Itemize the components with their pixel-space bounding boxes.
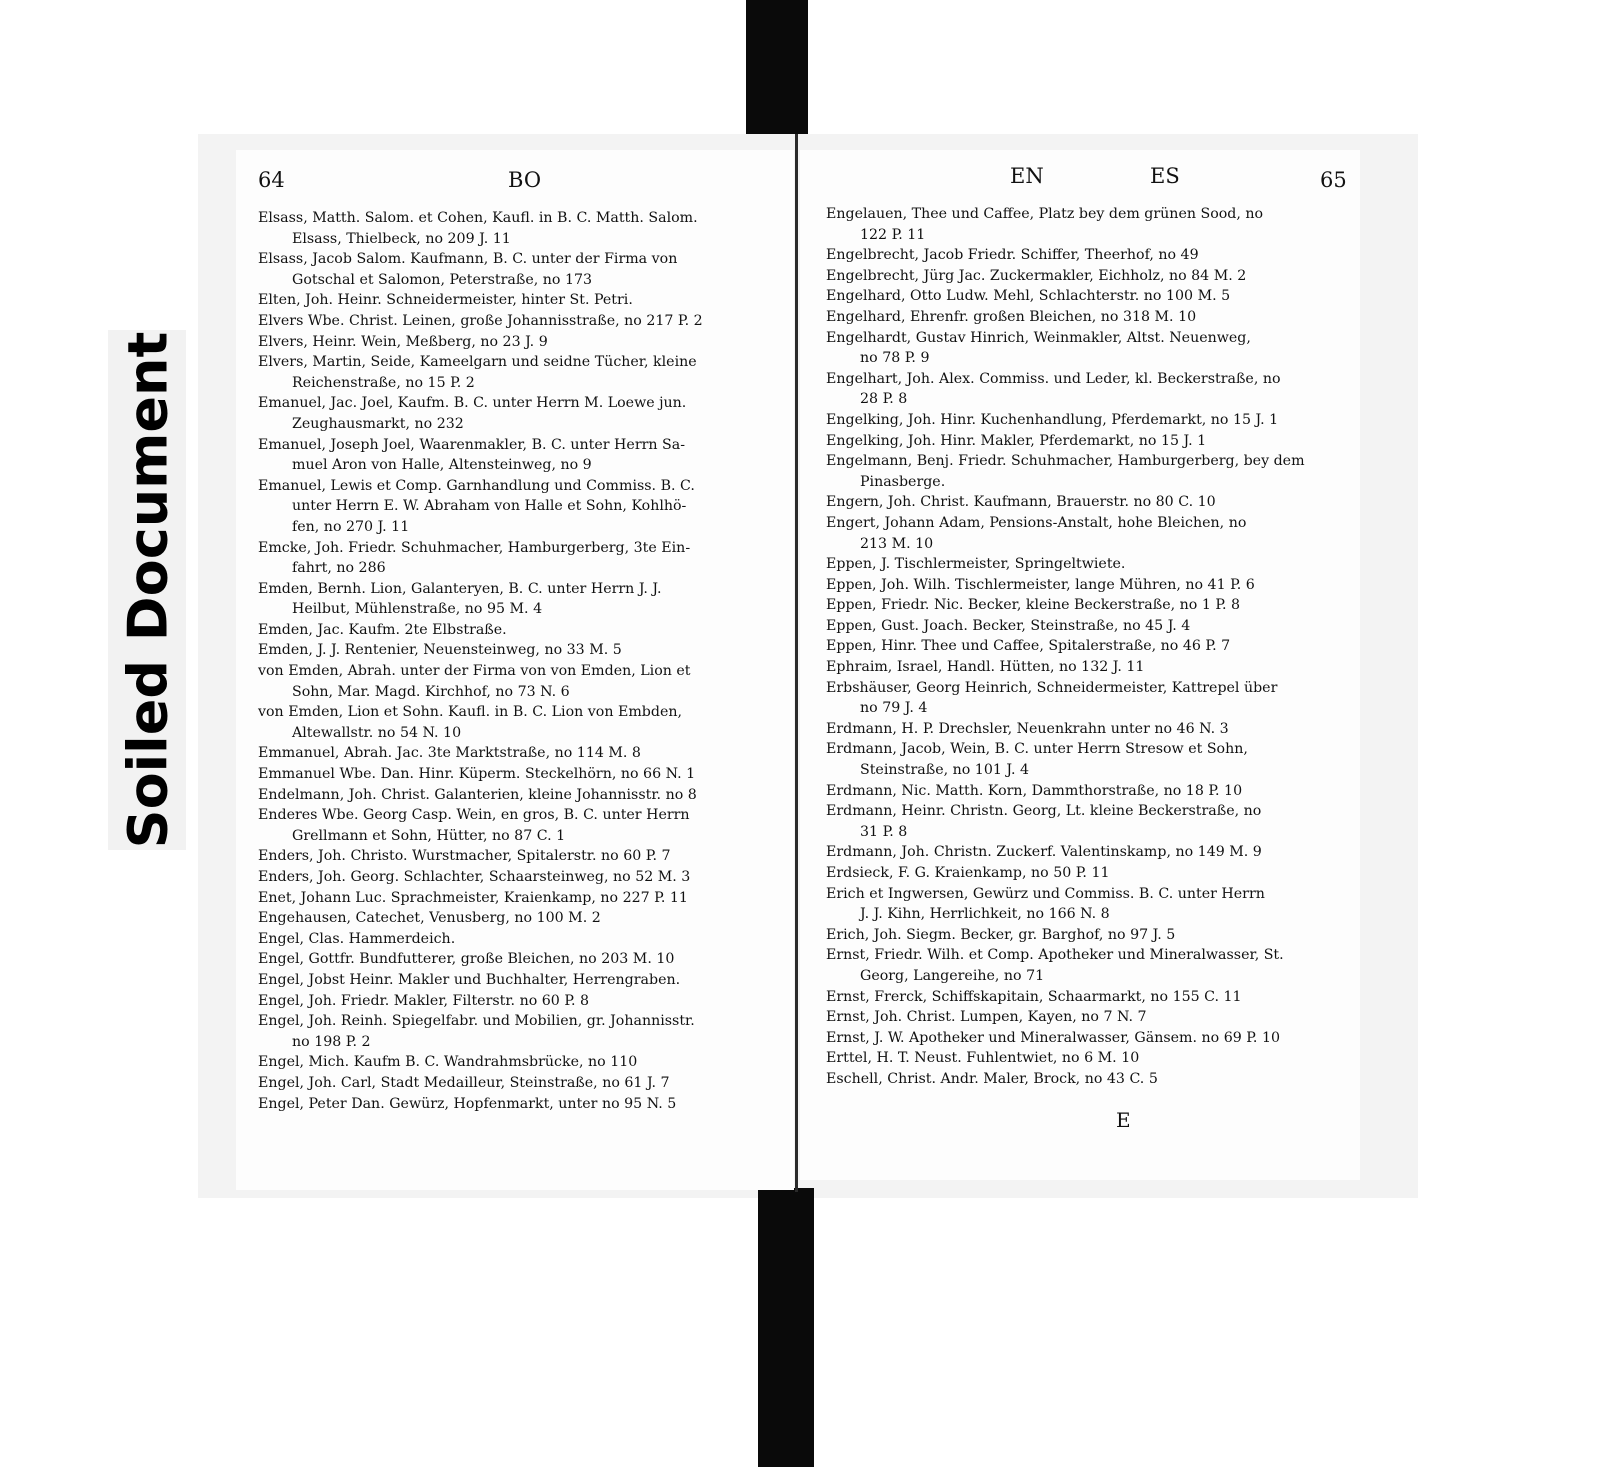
entry-line: Elvers, Heinr. Wein, Meßberg, no 23 J. 9 bbox=[258, 333, 548, 350]
entry-line: Engel, Jobst Heinr. Makler und Buchhalter, Herrengraben. bbox=[258, 971, 681, 988]
entry-line: Emcke, Joh. Friedr. Schuhmacher, Hamburgerberg, 3te Ein- bbox=[258, 539, 691, 556]
entry-continuation-line: unter Herrn E. W. Abraham von Halle et Sohn, Kohlhö- bbox=[292, 498, 687, 515]
directory-entry bbox=[826, 657, 1360, 678]
entry-line: Eppen, J. Tischlermeister, Springeltwiete. bbox=[826, 556, 1126, 573]
entry-line: Engelking, Joh. Hinr. Makler, Pferdemarkt, no 15 J. 1 bbox=[826, 432, 1207, 449]
entry-line: Enders, Joh. Christo. Wurstmacher, Spitalerstr. no 60 P. 7 bbox=[258, 848, 671, 865]
entry-line: Engel, Mich. Kaufm B. C. Wandrahmsbrücke, no 110 bbox=[258, 1054, 638, 1071]
entry-line: Elsass, Jacob Salom. Kaufmann, B. C. unter der Firma von bbox=[258, 251, 678, 268]
directory-entry bbox=[258, 538, 790, 579]
entry-line: Erich et Ingwersen, Gewürz und Commiss. B. C. unter Herrn bbox=[826, 885, 1265, 902]
directory-entry bbox=[826, 369, 1360, 410]
entry-continuation-line: Pinasberge. bbox=[860, 473, 946, 490]
left-page bbox=[236, 150, 794, 1190]
directory-entry bbox=[258, 393, 790, 434]
directory-entry bbox=[826, 719, 1360, 740]
directory-entry bbox=[826, 616, 1360, 637]
entry-continuation-line: Zeughausmarkt, no 232 bbox=[292, 415, 464, 432]
directory-entry bbox=[258, 970, 790, 991]
entry-line: Erich, Joh. Siegm. Becker, gr. Barghof, no 97 J. 5 bbox=[826, 926, 1176, 943]
directory-entry bbox=[258, 949, 790, 970]
page-number: 64 bbox=[258, 168, 285, 192]
directory-entry bbox=[258, 476, 790, 538]
entry-line: Erdmann, Jacob, Wein, B. C. unter Herrn Stresow et Sohn, bbox=[826, 741, 1248, 758]
directory-entry bbox=[826, 266, 1360, 287]
directory-entry bbox=[826, 863, 1360, 884]
entry-line: Elsass, Matth. Salom. et Cohen, Kaufl. in B. C. Matth. Salom. bbox=[258, 210, 698, 226]
directory-entry bbox=[826, 842, 1360, 863]
directory-entry bbox=[826, 554, 1360, 575]
entry-line: Ernst, J. W. Apotheker und Mineralwasser, Gänsem. no 69 P. 10 bbox=[826, 1029, 1281, 1046]
right-page-header bbox=[826, 154, 1360, 204]
entry-line: Eppen, Hinr. Thee und Caffee, Spitalerstraße, no 46 P. 7 bbox=[826, 638, 1231, 655]
entry-continuation-line: muel Aron von Halle, Altensteinweg, no 9 bbox=[292, 457, 592, 474]
entry-continuation-line: 31 P. 8 bbox=[860, 823, 908, 840]
binding-strip-top bbox=[746, 0, 808, 134]
entry-line: Emanuel, Lewis et Comp. Garnhandlung und Commiss. B. C. bbox=[258, 477, 695, 494]
directory-entries bbox=[826, 204, 1360, 1090]
entry-line: Eppen, Joh. Wilh. Tischlermeister, lange Mühren, no 41 P. 6 bbox=[826, 576, 1255, 593]
directory-entry bbox=[826, 451, 1360, 492]
directory-entry bbox=[258, 661, 790, 702]
entry-line: Eppen, Gust. Joach. Becker, Steinstraße, no 45 J. 4 bbox=[826, 617, 1191, 634]
entry-continuation-line: Steinstraße, no 101 J. 4 bbox=[860, 762, 1030, 779]
directory-entry bbox=[258, 1094, 790, 1115]
entry-line: Engel, Gottfr. Bundfutterer, große Bleichen, no 203 M. 10 bbox=[258, 951, 675, 968]
entry-line: Erttel, H. T. Neust. Fuhlentwiet, no 6 M. 10 bbox=[826, 1050, 1140, 1067]
entry-continuation-line: Gotschal et Salomon, Peterstraße, no 173 bbox=[292, 271, 593, 288]
left-page-header bbox=[258, 158, 790, 208]
directory-entry bbox=[826, 945, 1360, 986]
entry-continuation-line: Reichenstraße, no 15 P. 2 bbox=[292, 374, 475, 391]
directory-entry bbox=[826, 595, 1360, 616]
directory-entry bbox=[258, 290, 790, 311]
entry-continuation-line: fahrt, no 286 bbox=[292, 560, 386, 577]
entry-line: Engelhard, Ehrenfr. großen Bleichen, no 318 M. 10 bbox=[826, 308, 1197, 325]
entry-line: Engel, Joh. Carl, Stadt Medailleur, Steinstraße, no 61 J. 7 bbox=[258, 1074, 670, 1091]
directory-entry bbox=[826, 1048, 1360, 1069]
directory-entry bbox=[258, 352, 790, 393]
entry-continuation-line: Elsass, Thielbeck, no 209 J. 11 bbox=[292, 230, 511, 247]
entry-line: Engel, Joh. Friedr. Makler, Filterstr. no 60 P. 8 bbox=[258, 992, 590, 1009]
entry-line: Engelauen, Thee und Caffee, Platz bey dem grünen Sood, no bbox=[826, 206, 1264, 222]
entry-line: Erdmann, H. P. Drechsler, Neuenkrahn unter no 46 N. 3 bbox=[826, 720, 1229, 737]
entry-line: von Emden, Lion et Sohn. Kaufl. in B. C. Lion von Embden, bbox=[258, 704, 683, 721]
directory-entry bbox=[258, 435, 790, 476]
entry-continuation-line: Georg, Langereihe, no 71 bbox=[860, 967, 1045, 984]
directory-entry bbox=[258, 805, 790, 846]
entry-line: Erdmann, Heinr. Christn. Georg, Lt. kleine Beckerstraße, no bbox=[826, 803, 1262, 820]
directory-entry bbox=[258, 1011, 790, 1052]
directory-entry bbox=[826, 1007, 1360, 1028]
directory-entry bbox=[258, 620, 790, 641]
entry-continuation-line: J. J. Kihn, Herrlichkeit, no 166 N. 8 bbox=[860, 906, 1110, 923]
entry-continuation-line: no 78 P. 9 bbox=[860, 350, 930, 367]
directory-entry bbox=[258, 846, 790, 867]
binding-strip-bottom bbox=[758, 1188, 814, 1467]
entry-line: Engelmann, Benj. Friedr. Schuhmacher, Hamburgerberg, bey dem bbox=[826, 453, 1305, 470]
directory-entry bbox=[826, 410, 1360, 431]
entry-line: Engel, Peter Dan. Gewürz, Hopfenmarkt, unter no 95 N. 5 bbox=[258, 1095, 677, 1112]
entry-line: Enet, Johann Luc. Sprachmeister, Kraienkamp, no 227 P. 11 bbox=[258, 889, 688, 906]
entry-line: Engern, Joh. Christ. Kaufmann, Brauerstr. no 80 C. 10 bbox=[826, 494, 1216, 511]
entry-line: Elvers Wbe. Christ. Leinen, große Johannisstraße, no 217 P. 2 bbox=[258, 312, 703, 329]
directory-entry bbox=[826, 987, 1360, 1008]
entry-continuation-line: Altewallstr. no 54 N. 10 bbox=[292, 724, 462, 741]
entry-line: Engel, Clas. Hammerdeich. bbox=[258, 930, 456, 947]
directory-entry bbox=[826, 328, 1360, 369]
entry-line: Emanuel, Joseph Joel, Waarenmakler, B. C. unter Herrn Sa- bbox=[258, 436, 686, 453]
directory-entry bbox=[826, 431, 1360, 452]
soiled-document-stamp: Soiled Document bbox=[116, 331, 180, 849]
entry-continuation-line: Grellmann et Sohn, Hütter, no 87 C. 1 bbox=[292, 827, 566, 844]
directory-entry bbox=[826, 492, 1360, 513]
directory-entry bbox=[258, 311, 790, 332]
entry-line: Emmanuel, Abrah. Jac. 3te Marktstraße, no 114 M. 8 bbox=[258, 745, 641, 762]
entry-continuation-line: no 79 J. 4 bbox=[860, 700, 928, 717]
directory-entry bbox=[826, 636, 1360, 657]
directory-entry bbox=[826, 1028, 1360, 1049]
entry-line: Ernst, Joh. Christ. Lumpen, Kayen, no 7 N. 7 bbox=[826, 1009, 1147, 1026]
entry-line: Engelbrecht, Jürg Jac. Zuckermakler, Eichholz, no 84 M. 2 bbox=[826, 267, 1247, 284]
entry-continuation-line: 28 P. 8 bbox=[860, 391, 908, 408]
directory-entry bbox=[258, 743, 790, 764]
entry-line: Elvers, Martin, Seide, Kameelgarn und seidne Tücher, kleine bbox=[258, 354, 697, 371]
entry-line: Elten, Joh. Heinr. Schneidermeister, hinter St. Petri. bbox=[258, 292, 633, 309]
entry-line: Emden, J. J. Rentenier, Neuensteinweg, no 33 M. 5 bbox=[258, 642, 622, 659]
right-page bbox=[800, 150, 1360, 1180]
directory-entry bbox=[258, 929, 790, 950]
directory-entry bbox=[258, 640, 790, 661]
entry-line: Emden, Jac. Kaufm. 2te Elbstraße. bbox=[258, 621, 507, 638]
catchword: E bbox=[1116, 1107, 1131, 1132]
entry-line: Erbshäuser, Georg Heinrich, Schneidermeister, Kattrepel über bbox=[826, 679, 1278, 696]
directory-entry bbox=[258, 991, 790, 1012]
entry-continuation-line: 122 P. 11 bbox=[860, 226, 926, 243]
entry-line: Engelhart, Joh. Alex. Commiss. und Leder, kl. Beckerstraße, no bbox=[826, 370, 1281, 387]
directory-entry bbox=[258, 332, 790, 353]
directory-entry bbox=[258, 208, 790, 249]
page-gutter bbox=[795, 134, 798, 1192]
directory-entries bbox=[258, 208, 790, 1114]
entry-line: Engelbrecht, Jacob Friedr. Schiffer, Theerhof, no 49 bbox=[826, 247, 1199, 264]
entry-line: Erdmann, Nic. Matth. Korn, Dammthorstraße, no 18 P. 10 bbox=[826, 782, 1243, 799]
directory-entry bbox=[826, 513, 1360, 554]
directory-entry bbox=[258, 888, 790, 909]
entry-line: Emmanuel Wbe. Dan. Hinr. Küperm. Steckelhörn, no 66 N. 1 bbox=[258, 766, 696, 783]
directory-entry bbox=[826, 739, 1360, 780]
entry-line: Engert, Johann Adam, Pensions-Anstalt, hohe Bleichen, no bbox=[826, 514, 1247, 531]
directory-entry bbox=[258, 867, 790, 888]
entry-line: Eppen, Friedr. Nic. Becker, kleine Beckerstraße, no 1 P. 8 bbox=[826, 597, 1241, 614]
entry-line: Ernst, Friedr. Wilh. et Comp. Apotheker und Mineralwasser, St. bbox=[826, 947, 1284, 964]
entry-line: Emden, Bernh. Lion, Galanteryen, B. C. unter Herrn J. J. bbox=[258, 580, 662, 597]
entry-line: Engehausen, Catechet, Venusberg, no 100 M. 2 bbox=[258, 910, 601, 927]
directory-entry bbox=[826, 286, 1360, 307]
directory-entry bbox=[258, 579, 790, 620]
directory-entry bbox=[826, 678, 1360, 719]
entry-line: Enderes Wbe. Georg Casp. Wein, en gros, B. C. unter Herrn bbox=[258, 807, 690, 824]
entry-line: Emanuel, Jac. Joel, Kaufm. B. C. unter Herrn M. Loewe jun. bbox=[258, 395, 687, 412]
directory-entry bbox=[258, 1052, 790, 1073]
entry-line: Eschell, Christ. Andr. Maler, Brock, no 43 C. 5 bbox=[826, 1070, 1158, 1087]
directory-entry bbox=[826, 801, 1360, 842]
directory-entry bbox=[826, 307, 1360, 328]
entry-line: Engelking, Joh. Hinr. Kuchenhandlung, Pferdemarkt, no 15 J. 1 bbox=[826, 411, 1279, 428]
entry-line: von Emden, Abrah. unter der Firma von von Emden, Lion et bbox=[258, 663, 691, 680]
directory-entry bbox=[826, 204, 1360, 245]
directory-entry bbox=[826, 1069, 1360, 1090]
running-head: BO bbox=[508, 168, 542, 192]
entry-continuation-line: 213 M. 10 bbox=[860, 535, 934, 552]
entry-continuation-line: Heilbut, Mühlenstraße, no 95 M. 4 bbox=[292, 601, 543, 618]
directory-entry bbox=[826, 575, 1360, 596]
directory-entry bbox=[258, 908, 790, 929]
running-head-left: EN bbox=[1010, 164, 1044, 188]
directory-entry bbox=[258, 702, 790, 743]
entry-line: Erdmann, Joh. Christn. Zuckerf. Valentinskamp, no 149 M. 9 bbox=[826, 844, 1262, 861]
page-number: 65 bbox=[1320, 168, 1347, 192]
directory-entry bbox=[258, 249, 790, 290]
entry-line: Ernst, Frerck, Schiffskapitain, Schaarmarkt, no 155 C. 11 bbox=[826, 988, 1242, 1005]
entry-line: Endelmann, Joh. Christ. Galanterien, kleine Johannisstr. no 8 bbox=[258, 786, 697, 803]
entry-line: Enders, Joh. Georg. Schlachter, Schaarsteinweg, no 52 M. 3 bbox=[258, 869, 691, 885]
entry-continuation-line: no 198 P. 2 bbox=[292, 1033, 371, 1050]
directory-entry bbox=[826, 884, 1360, 925]
directory-entry bbox=[258, 764, 790, 785]
entry-line: Ephraim, Israel, Handl. Hütten, no 132 J. 11 bbox=[826, 659, 1145, 676]
entry-line: Engelhard, Otto Ludw. Mehl, Schlachterstr. no 100 M. 5 bbox=[826, 288, 1231, 305]
directory-entry bbox=[826, 781, 1360, 802]
directory-entry bbox=[258, 785, 790, 806]
entry-line: Erdsieck, F. G. Kraienkamp, no 50 P. 11 bbox=[826, 865, 1110, 881]
directory-entry bbox=[826, 925, 1360, 946]
running-head-right: ES bbox=[1150, 164, 1180, 188]
entry-line: Engel, Joh. Reinh. Spiegelfabr. und Mobilien, gr. Johannisstr. bbox=[258, 1013, 695, 1030]
entry-continuation-line: Sohn, Mar. Magd. Kirchhof, no 73 N. 6 bbox=[292, 683, 570, 700]
entry-continuation-line: fen, no 270 J. 11 bbox=[292, 518, 410, 535]
entry-line: Engelhardt, Gustav Hinrich, Weinmakler, Altst. Neuenweg, bbox=[826, 329, 1251, 346]
directory-entry bbox=[826, 245, 1360, 266]
directory-entry bbox=[258, 1073, 790, 1094]
